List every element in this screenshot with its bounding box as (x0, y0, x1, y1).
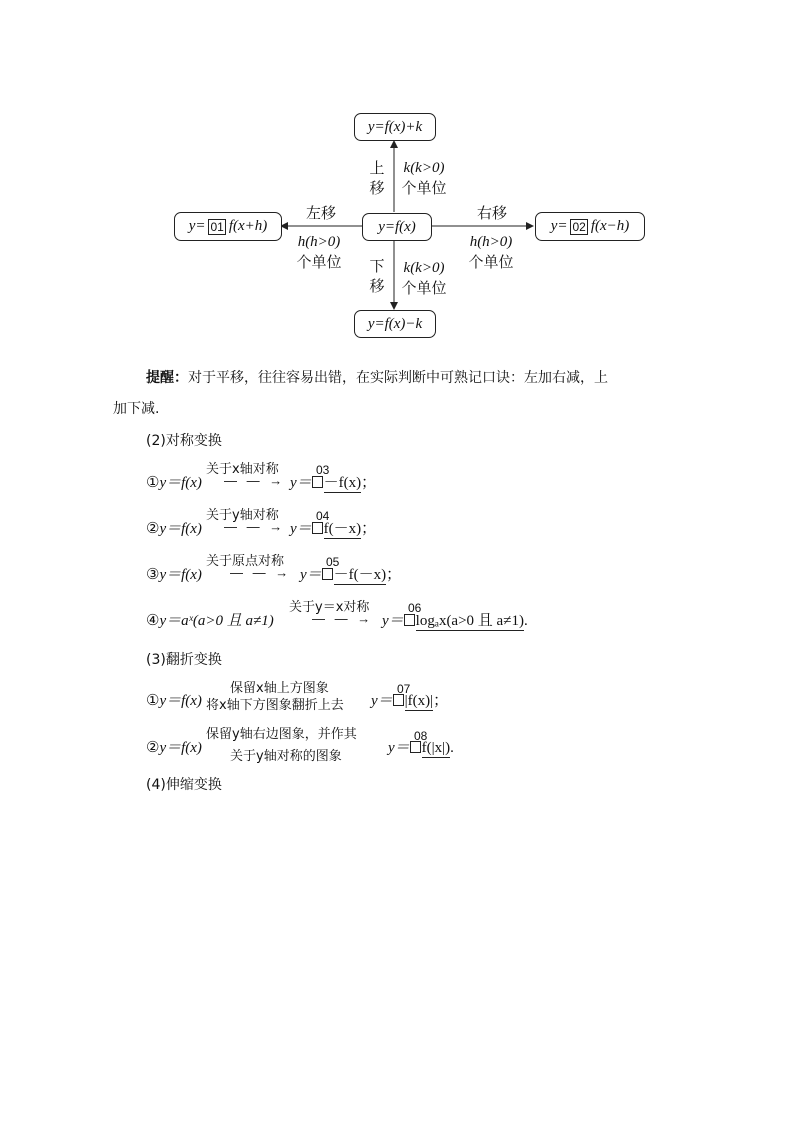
answer-number: 05 (326, 555, 340, 569)
transform-label-bottom: 关于y轴对称的图象 (230, 749, 342, 764)
tip-paragraph (146, 368, 608, 388)
top-box: y=f(x)+k (354, 113, 436, 141)
symmetry-title: (2)对称变换 (146, 433, 222, 449)
answer-number: 08 (414, 729, 428, 743)
transform-label: 关于x轴对称 (206, 462, 279, 477)
transform-arrow: — — → (312, 611, 374, 626)
transform-label-top: 保留x轴上方图象 (230, 681, 329, 696)
answer-box (404, 614, 415, 626)
down-label: 下 移 (369, 257, 385, 295)
transform-label: 关于y轴对称 (206, 508, 279, 523)
answer-number: 04 (316, 509, 330, 523)
left-condition: h(h>0) 个单位 (296, 234, 342, 271)
answer-box (312, 522, 323, 534)
down-condition: k(k>0) 个单位 (401, 260, 447, 297)
left-box: y= 01 f(x+h) (174, 212, 282, 241)
transform-label: 关于y＝x对称 (289, 600, 370, 615)
answer-number: 03 (316, 463, 330, 477)
up-condition: k(k>0) 个单位 (401, 160, 447, 197)
answer-number: 07 (397, 682, 411, 696)
transform-arrow: — — → (230, 565, 292, 580)
tip-line-2: 加下减. (113, 401, 160, 417)
flip-title: (3)翻折变换 (146, 652, 222, 668)
answer-box (322, 568, 333, 580)
transform-label: 关于原点对称 (206, 554, 285, 569)
answer-number: 01 (210, 219, 224, 234)
transform-label-bottom: 将x轴下方图象翻折上去 (206, 698, 344, 713)
transform-arrow: — — → (224, 473, 286, 488)
answer-box (312, 476, 323, 488)
center-box: y=f(x) (362, 213, 432, 241)
right-label: 右移 (476, 204, 507, 222)
stretch-title: (4)伸缩变换 (146, 777, 222, 793)
bottom-box: y=f(x)−k (354, 310, 436, 338)
answer-number: 02 (572, 219, 586, 234)
right-box: y= 02 f(x−h) (535, 212, 645, 241)
transform-arrow: — — → (224, 519, 286, 534)
up-label: 上 移 (369, 159, 385, 197)
transform-label-top: 保留y轴右边图象，并作其 (206, 727, 357, 742)
tip-line-1: 对于平移，往往容易出错，在实际判断中可熟记口诀：左加右减，上 (188, 370, 608, 386)
tip-label: 提醒： (146, 370, 188, 386)
right-condition: h(h>0) 个单位 (468, 234, 514, 271)
answer-number: 06 (408, 601, 422, 615)
left-label: 左移 (305, 204, 336, 222)
